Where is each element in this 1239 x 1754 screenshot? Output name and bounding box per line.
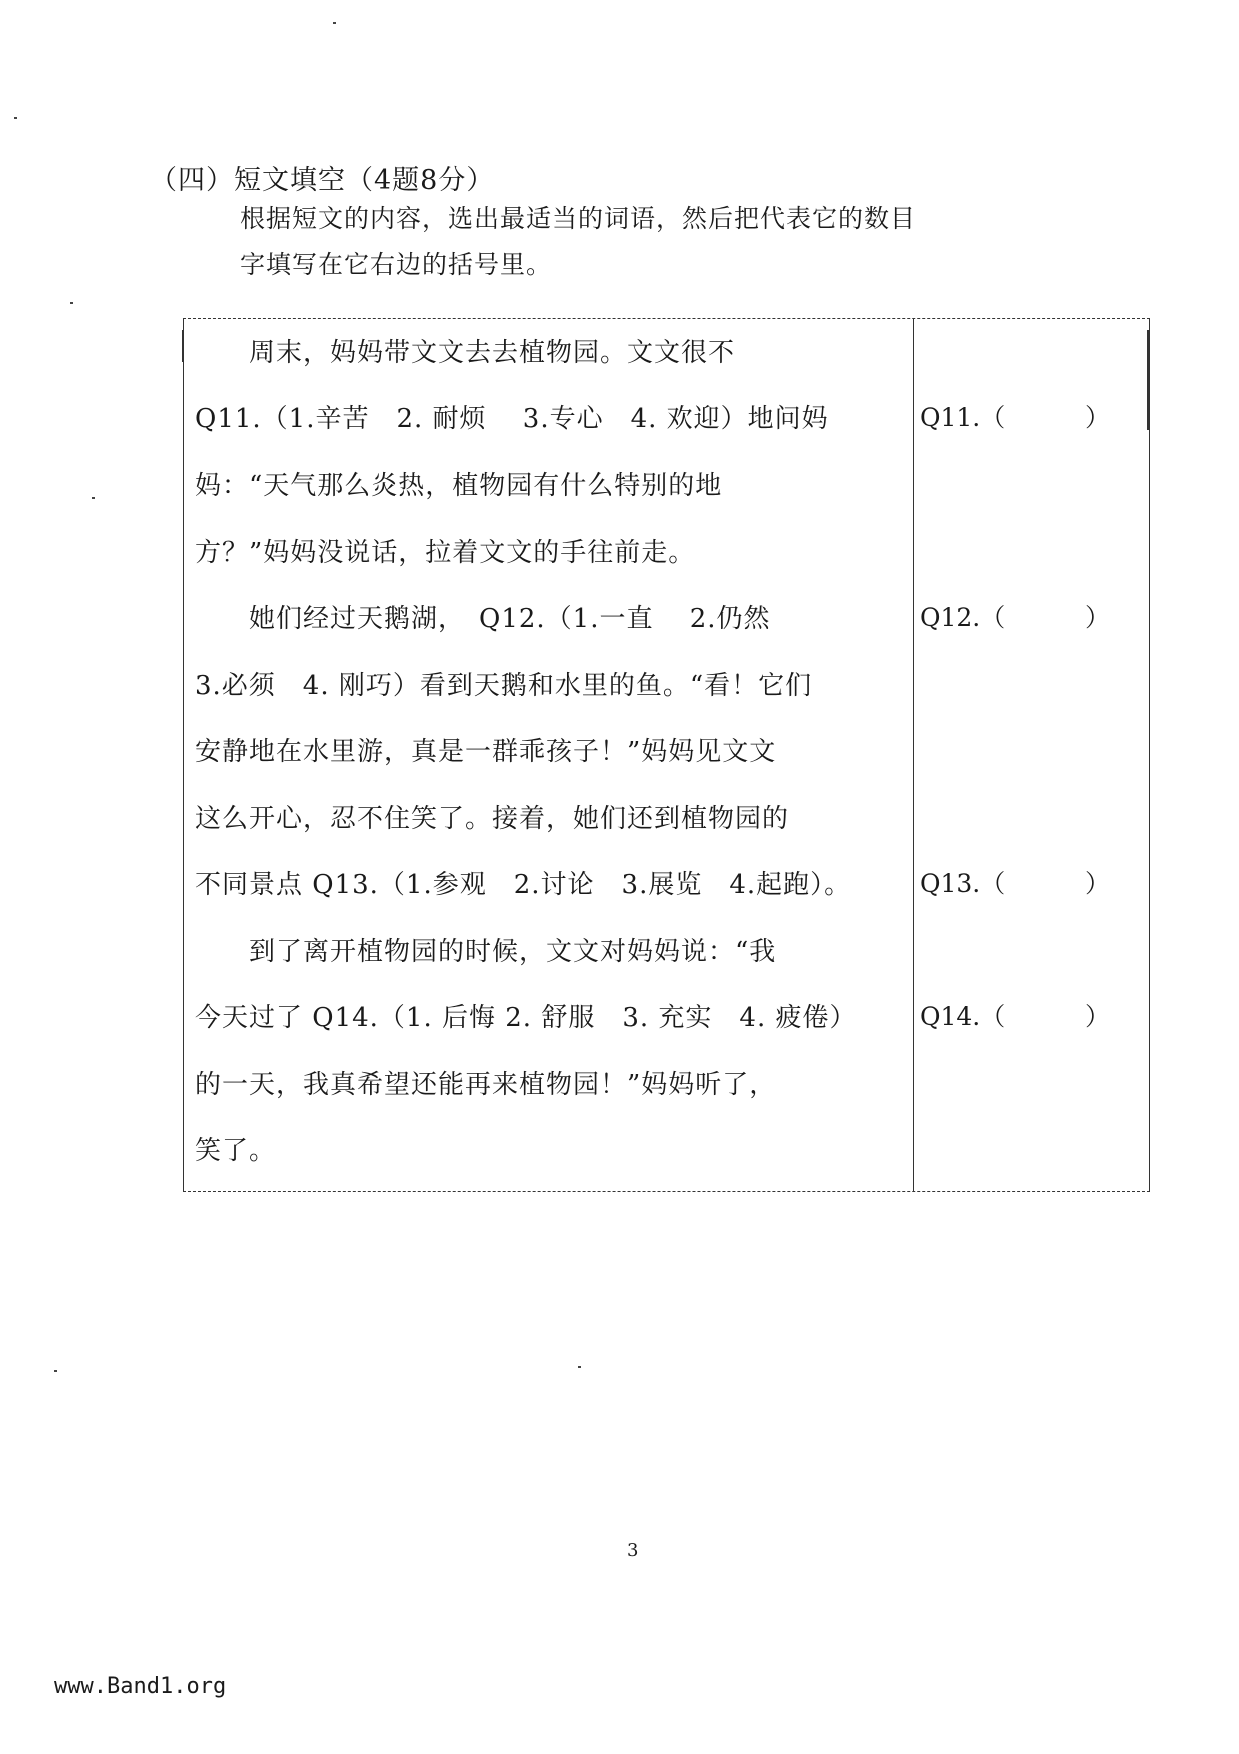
instruction-line-2: 字填写在它右边的括号里。 xyxy=(240,250,553,279)
scan-speck xyxy=(14,117,17,119)
answer-q13[interactable] xyxy=(920,864,1111,900)
passage-line: 今天过了 Q14.（1. 后悔 2. 舒服 3. 充实 4. 疲倦） xyxy=(195,1003,857,1033)
passage-line: 这么开心，忍不住笑了。接着，她们还到植物园的 xyxy=(195,804,790,834)
passage-line: 3.必须 4. 刚巧）看到天鹅和水里的鱼。“看！它们 xyxy=(195,671,813,701)
passage-line: Q11.（1.辛苦 2. 耐烦 3.专心 4. 欢迎）地问妈 xyxy=(195,404,829,434)
answer-label: Q14.（ xyxy=(920,1002,1006,1031)
scan-speck xyxy=(70,302,73,304)
answer-label: Q11.（ xyxy=(920,403,1006,432)
footer-website: www.Band1.org xyxy=(54,1674,227,1699)
answer-column-divider xyxy=(913,318,914,1192)
scan-speck xyxy=(54,1370,57,1372)
instruction-line-1: 根据短文的内容，选出最适当的词语，然后把代表它的数目 xyxy=(240,204,917,233)
answer-q12[interactable] xyxy=(920,598,1111,634)
answer-close-bracket: ） xyxy=(1085,403,1111,432)
passage-line: 到了离开植物园的时候，文文对妈妈说：“我 xyxy=(195,937,777,967)
page-number: 3 xyxy=(627,1540,639,1561)
passage-line: 的一天，我真希望还能再来植物园！”妈妈听了， xyxy=(195,1070,777,1100)
section-title: （四）短文填空（4题8分） xyxy=(150,165,495,196)
passage-line: 不同景点 Q13.（1.参观 2.讨论 3.展览 4.起跑）。 xyxy=(195,870,852,900)
scan-speck xyxy=(578,1366,581,1368)
scan-speck xyxy=(333,22,336,24)
answer-q11[interactable] xyxy=(920,398,1111,434)
answer-q14[interactable] xyxy=(920,997,1111,1033)
passage-line: 笑了。 xyxy=(195,1136,277,1166)
passage-line: 她们经过天鹅湖， Q12.（1.一直 2.仍然 xyxy=(195,604,771,634)
passage-line: 妈：“天气那么炎热，植物园有什么特别的地 xyxy=(195,471,723,501)
scan-speck xyxy=(92,497,95,499)
answer-label: Q13.（ xyxy=(920,869,1006,898)
scan-tick xyxy=(1147,330,1149,430)
answer-close-bracket: ） xyxy=(1085,1002,1111,1031)
scan-tick xyxy=(182,330,184,362)
passage-line: 方？”妈妈没说话，拉着文文的手往前走。 xyxy=(195,538,696,568)
answer-label: Q12.（ xyxy=(920,603,1006,632)
answer-close-bracket: ） xyxy=(1085,603,1111,632)
passage-line: 周末，妈妈带文文去去植物园。文文很不 xyxy=(195,338,736,368)
answer-close-bracket: ） xyxy=(1085,869,1111,898)
passage-line: 安静地在水里游，真是一群乖孩子！”妈妈见文文 xyxy=(195,737,777,767)
